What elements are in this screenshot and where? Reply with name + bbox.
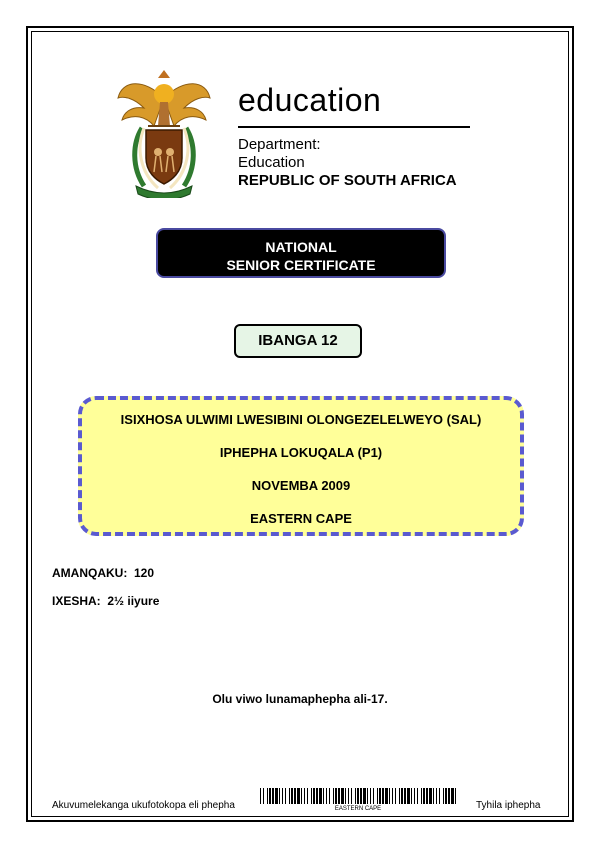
country-name: REPUBLIC OF SOUTH AFRICA	[238, 172, 457, 189]
marks-value: 120	[134, 566, 155, 580]
marks-line	[52, 566, 154, 580]
copyright-notice: Akuvumelekanga ukufotokopa eli phepha	[52, 800, 235, 811]
time-value: 2½ iiyure	[107, 594, 160, 608]
department-logo	[98, 58, 500, 208]
coat-of-arms-icon	[114, 68, 214, 198]
department-name: Education	[238, 154, 305, 171]
certificate-line-2: SENIOR CERTIFICATE	[226, 257, 376, 273]
certificate-banner	[156, 228, 446, 278]
province-name: EASTERN CAPE	[250, 511, 352, 526]
exam-date: NOVEMBA 2009	[251, 478, 351, 493]
barcode-label: EASTERN CAPE	[334, 806, 382, 812]
turn-over-note: Tyhila iphepha	[476, 800, 541, 811]
marks-label: AMANQAKU:	[52, 566, 128, 580]
barcode-bars	[260, 788, 456, 804]
subject-box	[78, 396, 524, 536]
time-label: IXESHA:	[52, 594, 101, 608]
certificate-line-1: NATIONAL	[265, 239, 337, 255]
page-count-note: Olu viwo lunamaphepha ali-17.	[212, 692, 388, 706]
brand-underline	[238, 126, 470, 128]
paper-number: IPHEPHA LOKUQALA (P1)	[219, 445, 383, 460]
brand-title: education	[238, 82, 382, 118]
time-line	[52, 594, 159, 608]
department-label: Department:	[238, 136, 321, 153]
grade-badge: IBANGA 12	[234, 324, 362, 358]
barcode	[254, 784, 462, 818]
subject-title: ISIXHOSA ULWIMI LWESIBINI OLONGEZELELWEYO (SAL)	[120, 412, 482, 427]
